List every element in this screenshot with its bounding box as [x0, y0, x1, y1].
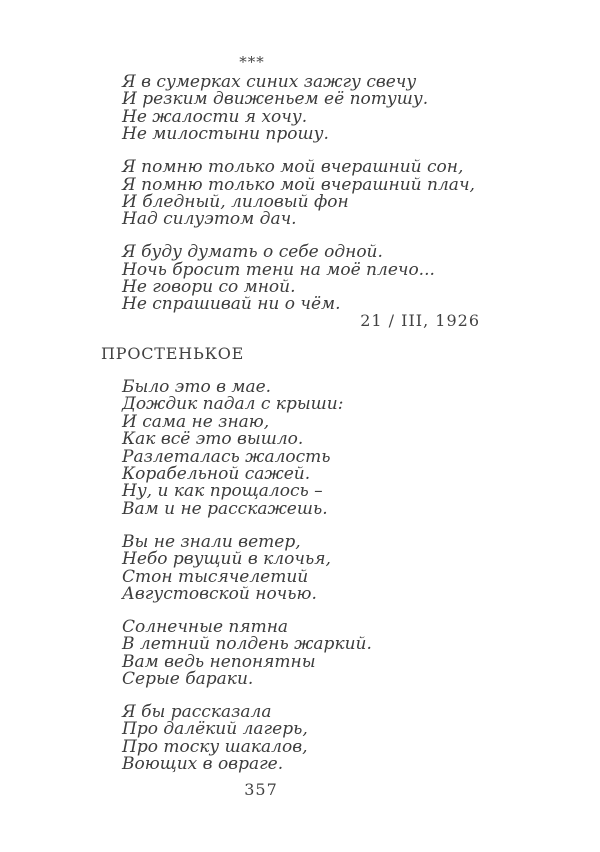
poem-line: Над силуэтом дач. [122, 209, 297, 230]
poem-line: Вам и не расскажешь. [122, 498, 328, 519]
poem-line: И бледный, лиловый фон [122, 191, 349, 212]
poem-line: Не говори со мной. [122, 277, 296, 298]
stanza [122, 159, 475, 229]
poem-divider-asterisks: *** [239, 53, 265, 71]
poem-line: Я помню только мой вчерашний сон, [122, 157, 464, 178]
poem-line: Вам ведь непонятны [122, 651, 316, 672]
poem-line: Корабельной сажей. [122, 464, 311, 485]
poem-line: Стон тысячелетий [122, 566, 309, 587]
poem-prostenkoye [122, 379, 372, 789]
poem-line: Я бы рассказала [122, 702, 272, 722]
poem-line: Воющих в овраге. [122, 754, 284, 775]
stanza [122, 704, 372, 774]
poem-line: Дождик падал с крыши: [122, 394, 344, 415]
poem-line: В летний полдень жаркий. [122, 634, 372, 655]
poem-line: Про далёкий лагерь, [122, 719, 308, 740]
poem-line: Я в сумерках синих зажгу свечу [122, 72, 417, 92]
poem-line: Солнечные пятна [122, 616, 289, 637]
poem-line: Про тоску шакалов, [122, 736, 308, 757]
poem-line: Я буду думать о себе одной. [122, 242, 383, 263]
stanza [122, 531, 372, 604]
poem-line: Ну, и как прощалось – [122, 481, 323, 502]
stanza [122, 379, 372, 518]
stanza [122, 74, 475, 144]
stanza [122, 616, 372, 690]
poem-line: И резким движеньем её потушу. [122, 89, 429, 110]
poem-line: Не милостыни прошу. [122, 124, 329, 145]
poem-date: 21 / III, 1926 [360, 311, 480, 330]
poem-line: Серые бараки. [122, 669, 254, 690]
poem-line: Небо рвущий в клочья, [122, 549, 331, 570]
page-number: 357 [244, 780, 278, 799]
poem-line: Не спрашивай ни о чём. [122, 294, 341, 315]
poem-line: Как всё это вышло. [122, 429, 304, 450]
poem-untitled [122, 74, 475, 329]
poem-line: Не жалости я хочу. [122, 106, 308, 127]
poem-line: Было это в мае. [122, 377, 272, 397]
stanza [122, 244, 475, 314]
poem-title: ПРОСТЕНЬКОЕ [101, 344, 245, 363]
poem-line: Я помню только мой вчерашний плач, [122, 174, 475, 195]
poem-line: И сама не знаю, [122, 411, 270, 432]
poem-line: Августовской ночью. [122, 583, 317, 604]
poem-line: Ночь бросит тени на моё плечо... [122, 259, 435, 280]
poem-line: Вы не знали ветер, [122, 531, 301, 552]
poem-line: Разлеталась жалость [122, 446, 331, 467]
